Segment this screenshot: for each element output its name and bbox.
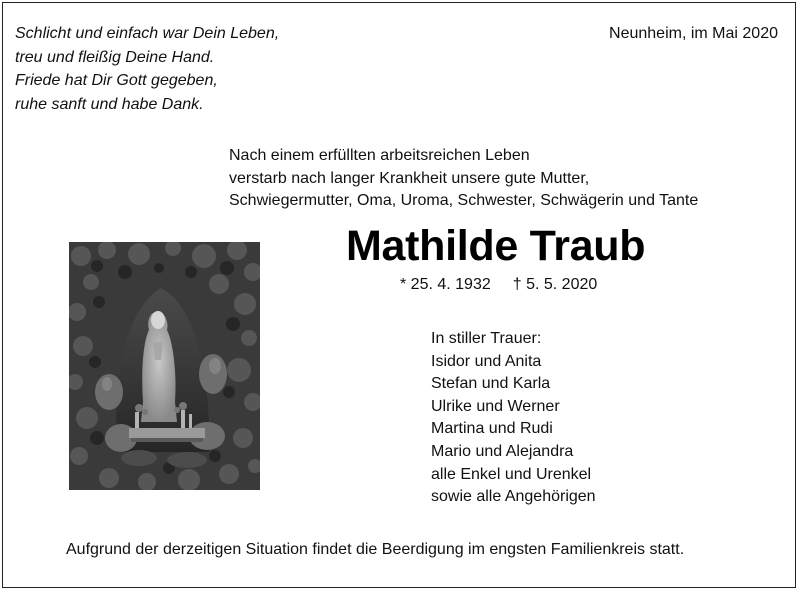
mourner-entry: Ulrike und Werner <box>431 397 560 415</box>
mourners-list <box>431 328 596 509</box>
mourners-heading: In stiller Trauer: <box>431 330 542 347</box>
place-date: Neunheim, im Mai 2020 <box>609 25 778 42</box>
mourner-entry: alle Enkel und Urenkel <box>431 465 592 483</box>
poem-line: Friede hat Dir Gott gegeben, <box>15 72 218 89</box>
mourner-entry: Isidor und Anita <box>431 352 542 370</box>
intro-line: Nach einem erfüllten arbeitsreichen Leben <box>229 147 530 164</box>
grotto-madonna-photo <box>69 242 260 490</box>
mourner-entry: Martina und Rudi <box>431 420 553 438</box>
life-dates <box>400 273 597 296</box>
poem-line: ruhe sanft und habe Dank. <box>15 95 204 113</box>
poem-line: Schlicht und einfach war Dein Leben, <box>15 25 280 42</box>
memorial-poem <box>15 22 279 116</box>
mourner-entry: Stefan und Karla <box>431 375 551 393</box>
death-date: † 5. 5. 2020 <box>512 276 598 293</box>
deceased-name: Mathilde Traub <box>346 222 646 270</box>
intro-text <box>229 145 698 213</box>
birth-date: * 25. 4. 1932 <box>400 276 491 293</box>
intro-line: verstarb nach langer Krankheit unsere gute Mutter, <box>229 169 590 187</box>
mourner-entry: sowie alle Angehörigen <box>431 488 596 506</box>
mourner-entry: Mario und Alejandra <box>431 442 574 460</box>
poem-line: treu und fleißig Deine Hand. <box>15 48 215 66</box>
intro-line: Schwiegermutter, Oma, Uroma, Schwester, Schwägerin und Tante <box>229 192 699 209</box>
funeral-note: Aufgrund der derzeitigen Situation findet die Beerdigung im engsten Familienkreis statt. <box>66 541 685 558</box>
